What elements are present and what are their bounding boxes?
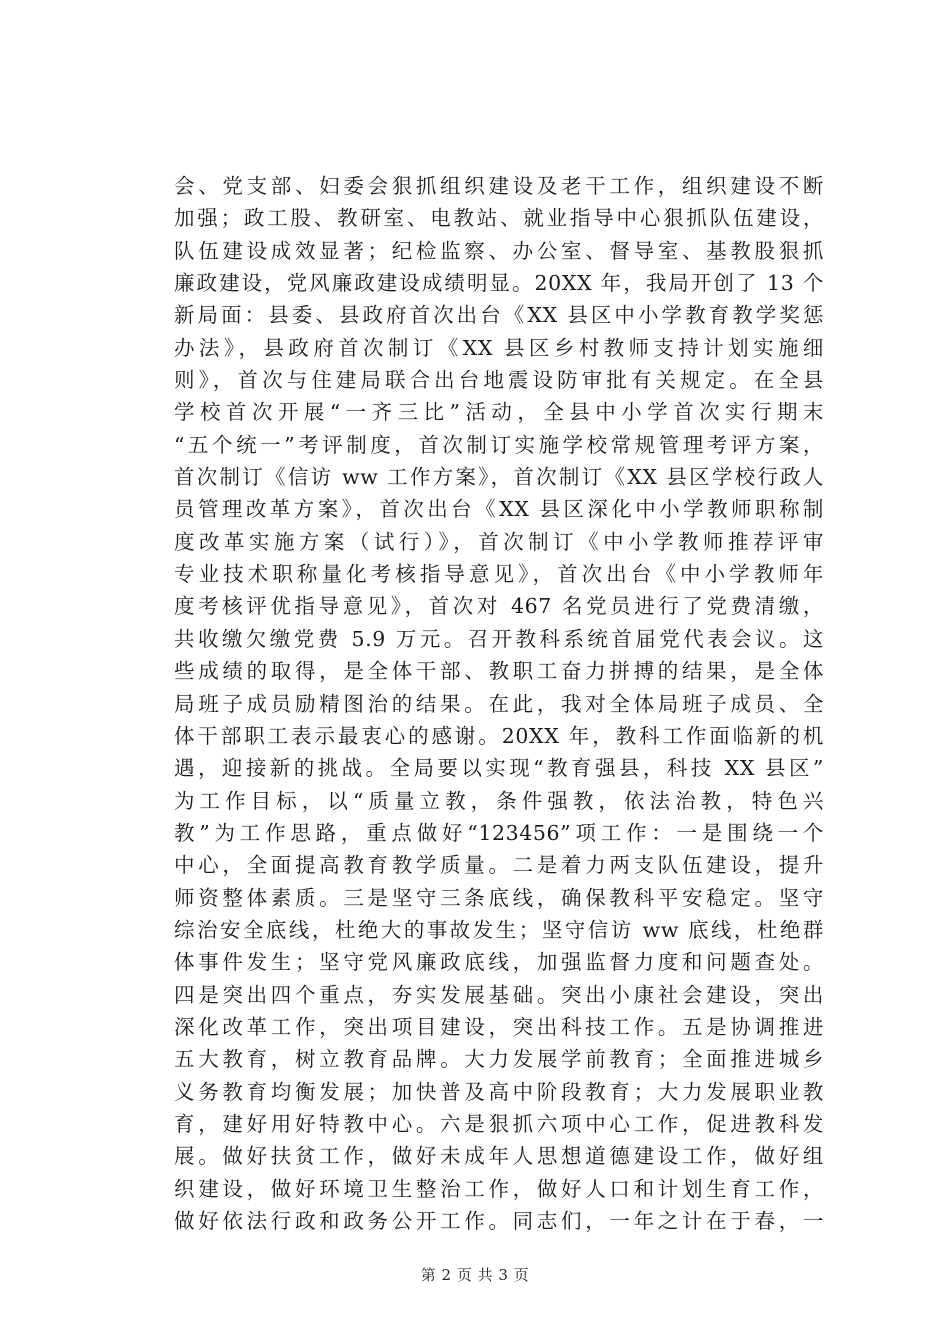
text-line: 体事件发生；坚守党风廉政底线，加强监督力度和问题查处。 [174,950,824,975]
text-line: 些成绩的取得，是全体干部、教职工奋力拼搏的结果，是全体 [174,659,824,684]
text-line: 遇，迎接新的挑战。全局要以实现“教育强县，科技 XX 县区” [174,756,824,781]
text-line: 廉政建设，党风廉政建设成绩明显。20XX 年，我局开创了 13 个 [174,271,824,296]
text-line: 深化改革工作，突出项目建设，突出科技工作。五是协调推进 [174,1014,824,1039]
text-line: 办法》，县政府首次制订《XX 县区乡村教师支持计划实施细 [174,335,824,360]
text-line: 为工作目标，以“质量立教，条件强教，依法治教，特色兴 [174,788,824,813]
text-line: 学校首次开展“一齐三比”活动，全县中小学首次实行期末 [174,400,824,425]
text-line: “五个统一”考评制度，首次制订实施学校常规管理考评方案， [174,432,824,457]
text-line: 做好依法行政和政务公开工作。同志们，一年之计在于春，一 [174,1209,824,1233]
text-line: 义务教育均衡发展；加快普及高中阶段教育；大力发展职业教 [174,1079,824,1104]
text-line: 首次制订《信访 ww 工作方案》，首次制订《XX 县区学校行政人 [174,465,824,490]
text-line: 则》，首次与住建局联合出台地震设防审批有关规定。在全县 [174,368,824,393]
text-line: 织建设，做好环境卫生整治工作，做好人口和计划生育工作， [174,1176,824,1201]
text-line: 度考核评优指导意见》，首次对 467 名党员进行了党费清缴， [174,594,824,619]
text-line: 综治安全底线，杜绝大的事故发生；坚守信访 ww 底线，杜绝群 [174,917,824,942]
text-line: 会、党支部、妇委会狠抓组织建设及老干工作，组织建设不断 [174,174,824,198]
text-line: 四是突出四个重点，夯实发展基础。突出小康社会建设，突出 [174,982,824,1007]
body-paragraph [174,170,824,1237]
text-line: 员管理改革方案》，首次出台《XX 县区深化中小学教师职称制 [174,497,824,522]
text-line: 体干部职工表示最衷心的感谢。20XX 年，教科工作面临新的机 [174,723,824,748]
text-line: 展。做好扶贫工作，做好未成年人思想道德建设工作，做好组 [174,1144,824,1169]
page-footer: 第 2 页 共 3 页 [420,1266,530,1284]
text-line: 局班子成员励精图治的结果。在此，我对全体局班子成员、全 [174,691,824,716]
text-line: 加强；政工股、教研室、电教站、就业指导中心狠抓队伍建设， [174,206,824,231]
text-line: 育，建好用好特教中心。六是狠抓六项中心工作，促进教科发 [174,1111,824,1136]
text-line: 中心，全面提高教育教学质量。二是着力两支队伍建设，提升 [174,853,824,878]
text-line: 五大教育，树立教育品牌。大力发展学前教育；全面推进城乡 [174,1047,824,1072]
text-line: 专业技术职称量化考核指导意见》，首次出台《中小学教师年 [174,562,824,587]
text-line: 度改革实施方案（试行）》，首次制订《中小学教师推荐评审 [174,529,824,554]
text-line: 教”为工作思路，重点做好“123456”项工作：一是围绕一个 [174,820,824,845]
text-line: 队伍建设成效显著；纪检监察、办公室、督导室、基教股狠抓 [174,238,824,263]
text-line: 师资整体素质。三是坚守三条底线，确保教科平安稳定。坚守 [174,885,824,910]
text-line: 新局面：县委、县政府首次出台《XX 县区中小学教育教学奖惩 [174,303,824,328]
text-line: 共收缴欠缴党费 5.9 万元。召开教科系统首届党代表会议。这 [174,626,824,651]
